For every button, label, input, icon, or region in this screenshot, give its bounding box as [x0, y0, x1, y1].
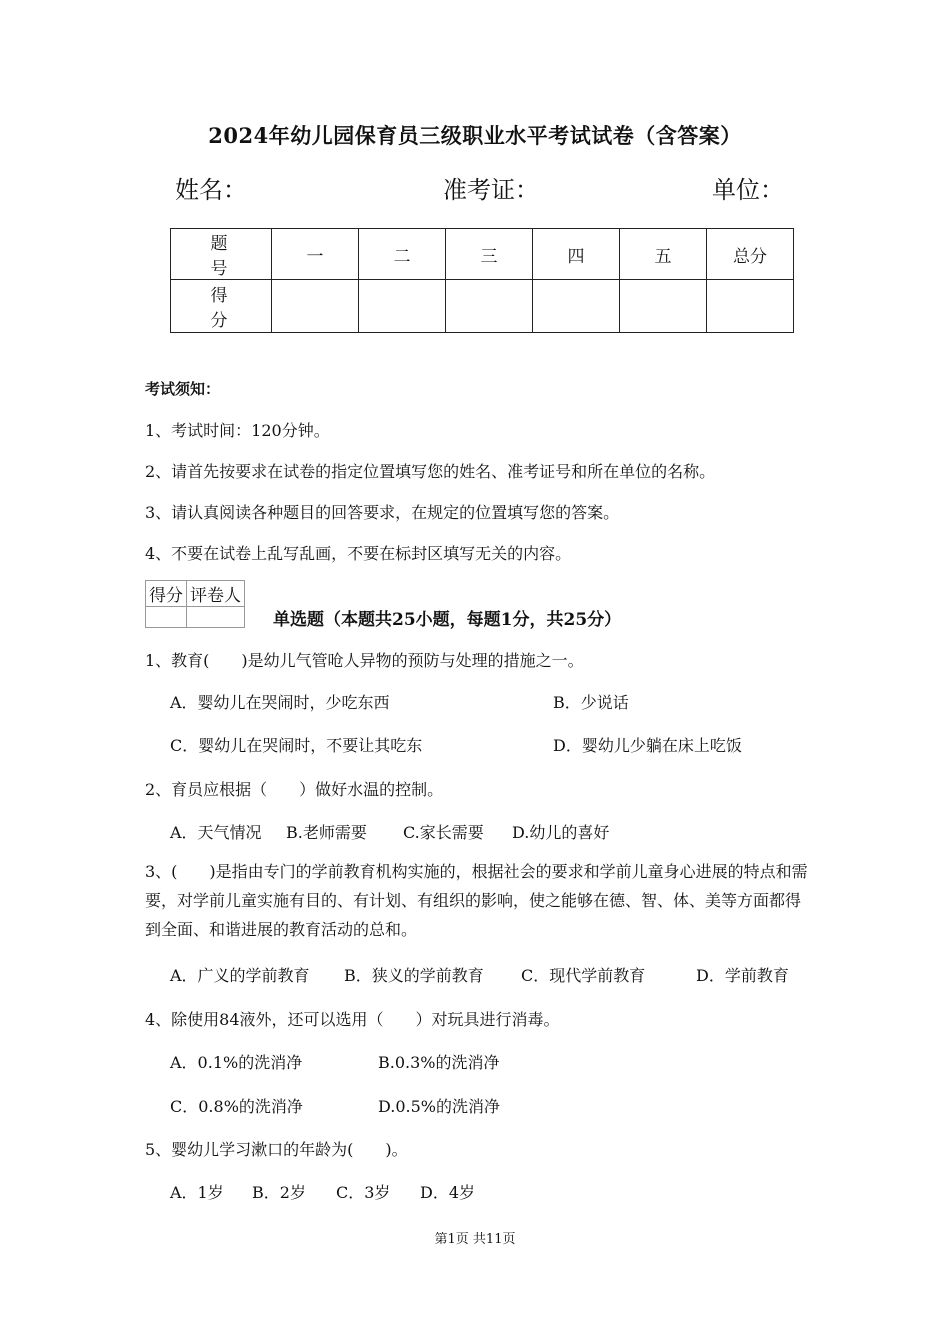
question-stem: 5、婴幼儿学习漱口的年龄为( )。 [145, 1140, 408, 1159]
option-c: C.家长需要 [403, 823, 484, 842]
question-stem: 3、( )是指由专门的学前教育机构实施的，根据社会的要求和学前儿童身心进展的特点和需要，对学前儿童实施有目的、有计划、有组织的影响，使之能够在德、智、体、美等方面都得到全面、和谐进展的教育活动的总和。 [145, 862, 808, 939]
score-cell[interactable] [359, 280, 446, 333]
option-b: B.0.3%的洗消净 [378, 1053, 500, 1072]
question-stem: 2、育员应根据（ ）做好水温的控制。 [145, 780, 444, 799]
option-b: B．少说话 [553, 693, 629, 712]
score-label: 得 分 [171, 280, 272, 333]
notice-item: 1、考试时间：120分钟。 [145, 421, 330, 440]
score-cell[interactable] [533, 280, 620, 333]
score-cell[interactable] [272, 280, 359, 333]
option-d: D．学前教育 [696, 966, 789, 985]
notice-item: 4、不要在试卷上乱写乱画，不要在标封区填写无关的内容。 [145, 544, 572, 563]
section-4-header: 四 [533, 229, 620, 280]
page-title: 2024年幼儿园保育员三级职业水平考试试卷（含答案） [208, 123, 742, 148]
total-score-cell[interactable] [707, 280, 794, 333]
name-field-label: 姓名： [175, 176, 247, 204]
unit-field-label: 单位： [712, 176, 784, 204]
score-table-header-row [171, 229, 794, 280]
notice-heading: 考试须知： [145, 380, 221, 398]
option-a: A．婴幼儿在哭闹时，少吃东西 [170, 693, 390, 712]
score-table [170, 228, 794, 333]
notice-item: 3、请认真阅读各种题目的回答要求，在规定的位置填写您的答案。 [145, 503, 620, 522]
section-title: 单选题（本题共25小题，每题1分，共25分） [273, 610, 622, 630]
total-header: 总分 [707, 229, 794, 280]
option-c: C．0.8%的洗消净 [170, 1097, 303, 1116]
option-d: D．4岁 [420, 1183, 476, 1202]
option-b: B．狭义的学前教育 [344, 966, 484, 985]
score-cell[interactable] [446, 280, 533, 333]
option-a: A．0.1%的洗消净 [170, 1053, 303, 1072]
question-stem: 1、教育( )是幼儿气管呛人异物的预防与处理的措施之一。 [145, 651, 584, 670]
score-table-score-row [171, 280, 794, 333]
option-a: A．天气情况 [170, 823, 262, 842]
option-b: B.老师需要 [286, 823, 367, 842]
option-d: D.0.5%的洗消净 [378, 1097, 500, 1116]
section-2-header: 二 [359, 229, 446, 280]
question-number-label: 题 号 [171, 229, 272, 280]
grader-box [145, 580, 245, 628]
section-1-header: 一 [272, 229, 359, 280]
option-c: C．现代学前教育 [521, 966, 646, 985]
section-5-header: 五 [620, 229, 707, 280]
option-b: B．2岁 [252, 1183, 306, 1202]
notice-item: 2、请首先按要求在试卷的指定位置填写您的姓名、准考证号和所在单位的名称。 [145, 462, 716, 481]
grader-name-label: 评卷人 [187, 581, 245, 607]
grader-score-cell[interactable] [146, 607, 187, 628]
option-a: A．广义的学前教育 [170, 966, 310, 985]
option-d: D．婴幼儿少躺在床上吃饭 [553, 736, 742, 755]
option-c: C．婴幼儿在哭闹时，不要让其吃东 [170, 736, 423, 755]
option-d: D.幼儿的喜好 [512, 823, 610, 842]
question-stem: 4、除使用84液外，还可以选用（ ）对玩具进行消毒。 [145, 1010, 560, 1029]
exam-id-field-label: 准考证： [443, 176, 539, 204]
grader-name-cell[interactable] [187, 607, 245, 628]
page-footer: 第1页 共11页 [434, 1232, 516, 1247]
section-3-header: 三 [446, 229, 533, 280]
option-c: C．3岁 [336, 1183, 391, 1202]
grader-score-label: 得分 [146, 581, 187, 607]
option-a: A．1岁 [170, 1183, 224, 1202]
score-cell[interactable] [620, 280, 707, 333]
